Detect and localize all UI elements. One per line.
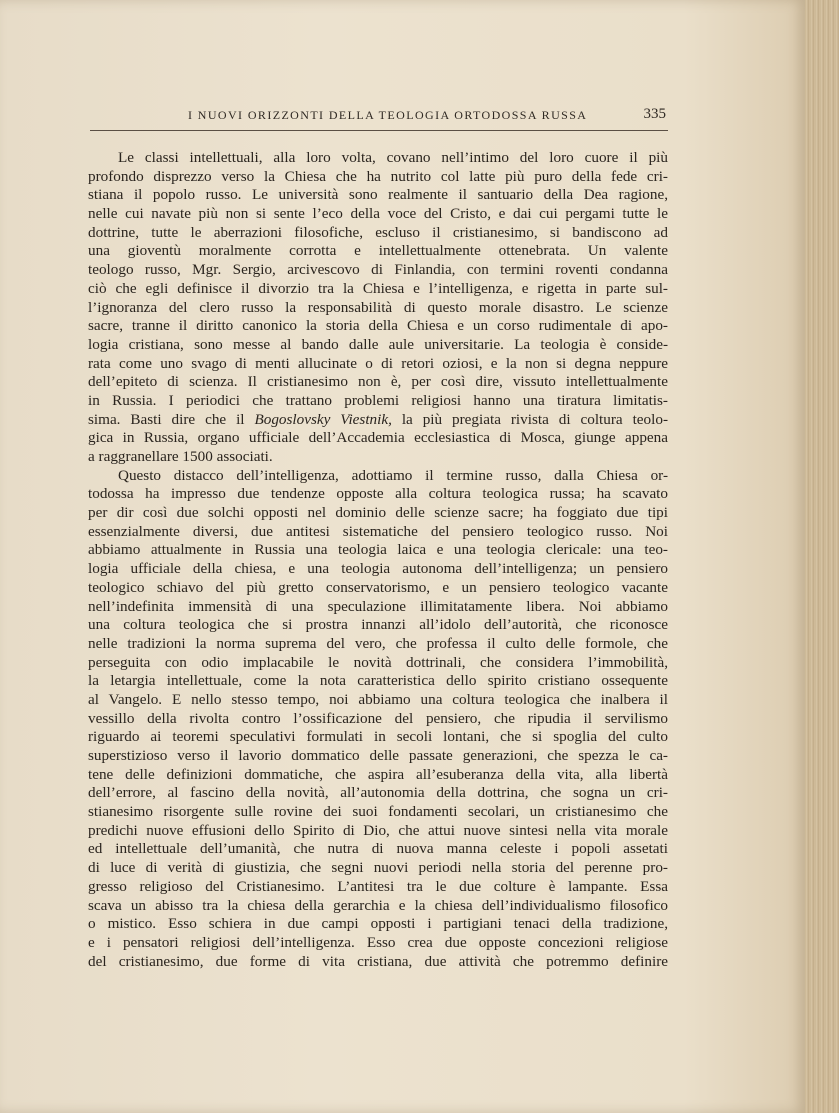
text-line: sacre, tranne il diritto canonico la storia della Chiesa e un corso rudimentale di apo- xyxy=(88,317,668,335)
text-line: del cristianesimo, due forme di vita cristiana, due attività che potremmo definire xyxy=(88,952,668,970)
text-line: o mistico. Esso schiera in due campi opposti i partigiani tenaci della tradizione, xyxy=(88,915,668,933)
text-line: dell’errore, al fascino della novità, all’autonomia della dottrina, che sogna un cri- xyxy=(88,784,668,802)
text-line: profondo disprezzo verso la Chiesa che ha nutrito col latte più puro della fede cri- xyxy=(88,167,668,185)
text-line: ciò che egli definisce il divorzio tra la Chiesa e l’intelligenza, e rigetta in parte sul- xyxy=(88,279,668,297)
running-head-title: I NUOVI ORIZZONTI DELLA TEOLOGIA ORTODOSSA RUSSA xyxy=(188,108,588,122)
text-line: rata come uno svago di menti allucinate o di retori oziosi, e la non si degna neppure xyxy=(88,354,668,372)
text-line: e i pensatori religiosi dell’intelligenza. Esso crea due opposte concezioni religiose xyxy=(88,933,668,951)
text-line: teologo russo, Mgr. Sergio, arcivescovo di Finlandia, con termini roventi condanna xyxy=(88,261,668,279)
text-line: abbiamo attualmente in Russia una teologia laica e una teologia clericale: una teo- xyxy=(88,541,668,559)
text-line: l’ignoranza del clero russo la responsabilità di questo morale disastro. Le scienze xyxy=(88,298,668,316)
page-edge-stack xyxy=(805,0,839,1113)
text-segment: la più pregiata rivista di coltura teolo- xyxy=(391,410,669,428)
body-text xyxy=(88,149,668,971)
text-line: riguardo ai teoremi speculativi formulati in secoli lontani, che si spoglia del culto xyxy=(88,728,668,746)
text-line: essenzialmente diversi, due antitesi sistematiche del pensiero teologico russo. Noi xyxy=(88,522,668,540)
text-line: gica in Russia, organo ufficiale dell’Accademia ecclesiastica di Mosca, giunge appena xyxy=(88,429,668,447)
text-line: stiana il popolo russo. Le università sono realmente il santuario della Dea ragione, xyxy=(88,186,668,204)
text-line: nell’indefinita immensità di una speculazione illimitatamente libera. Noi abbiamo xyxy=(88,597,668,615)
text-line: nelle tradizioni la norma suprema del vero, che professa il culto delle formole, che xyxy=(88,634,668,652)
text-line: predichi nuove effusioni dello Spirito di Dio, che attui nuove sintesi nella vita morale xyxy=(88,821,668,839)
text-line: di luce di verità di giustizia, che segni nuovi periodi nella storia del perenne pro- xyxy=(88,859,668,877)
text-line: stianesimo risorgente sulle rovine dei suoi fondamenti secolari, un cristianesimo che xyxy=(88,803,668,821)
text-line: al Vangelo. E nello stesso tempo, noi abbiamo una coltura teologica che inalbera il xyxy=(88,690,668,708)
text-line: perseguita con odio implacabile le novità dottrinali, che considera l’immobilità, xyxy=(88,653,668,671)
text-line: todossa ha impresso due tendenze opposte alla coltura teologica russa; ha scavato xyxy=(88,485,668,503)
text-line: Le classi intellettuali, alla loro volta, covano nell’intimo del loro cuore il più xyxy=(118,149,668,166)
text-line: gresso religioso del Cristianesimo. L’antitesi tra le due colture è lampante. Essa xyxy=(88,877,668,895)
text-line: teologico schiavo del più gretto conservatorismo, e un pensiero teologico vacante xyxy=(88,578,668,596)
text-line: in Russia. I periodici che trattano problemi religiosi hanno una tiratura limitatis- xyxy=(88,391,668,409)
text-line: ed intellettuale dell’umanità, che nutra di nuova manna celeste i popoli assetati xyxy=(88,840,668,858)
journal-title: Bogoslovsky Viestnik, xyxy=(254,410,392,428)
text-line: dell’epiteto di scienza. Il cristianesimo non è, per così dire, vissuto intellettualmente xyxy=(88,373,668,391)
text-line: una gioventù moralmente corrotta e intellettualmente ottenebrata. Un valente xyxy=(88,242,668,260)
text-line xyxy=(88,411,668,430)
text-line: Questo distacco dell’intelligenza, adottiamo il termine russo, dalla Chiesa or- xyxy=(118,466,668,484)
text-line: tene delle definizioni dommatiche, che aspira all’esuberanza della vita, alla libertà xyxy=(88,765,668,783)
text-line: nelle cui navate più non si sente l’eco della voce del Cristo, e dai cui pergami tutte le xyxy=(88,205,668,223)
text-line: scava un abisso tra la chiesa della gerarchia e la chiesa dell’individualismo filosofico xyxy=(88,896,668,914)
text-line: a raggranellare 1500 associati. xyxy=(88,448,273,465)
text-line: dottrine, tutte le aberrazioni filosofiche, escluso il cristianesimo, si bandiscono ad xyxy=(88,223,668,241)
text-line: per dir così due solchi opposti nel dominio delle scienze sacre; ha foggiato due tipi xyxy=(88,504,668,522)
page-number: 335 xyxy=(643,106,666,122)
text-line: la letargia intellettuale, come la nota caratteristica dello spirito cristiano ossequente xyxy=(88,672,668,690)
running-head xyxy=(90,108,668,131)
text-line: una coltura teologica che si prostra innanzi all’idolo dell’autorità, che riconosce xyxy=(88,616,668,634)
text-line: logia ufficiale della chiesa, e una teologia autonoma dell’intelligenza; un pensiero xyxy=(88,560,668,578)
text-line: superstizioso verso il lavorio dommatico delle passate generazioni, che spezza le ca- xyxy=(88,747,668,764)
text-segment: sima. Basti dire che il xyxy=(88,410,255,428)
text-line: logia cristiana, sono messe al bando dalle aule universitarie. La teologia è conside- xyxy=(88,335,668,353)
text-line: vessillo della rivolta contro l’ossificazione del pensiero, che ripudia il servilismo xyxy=(88,709,668,727)
